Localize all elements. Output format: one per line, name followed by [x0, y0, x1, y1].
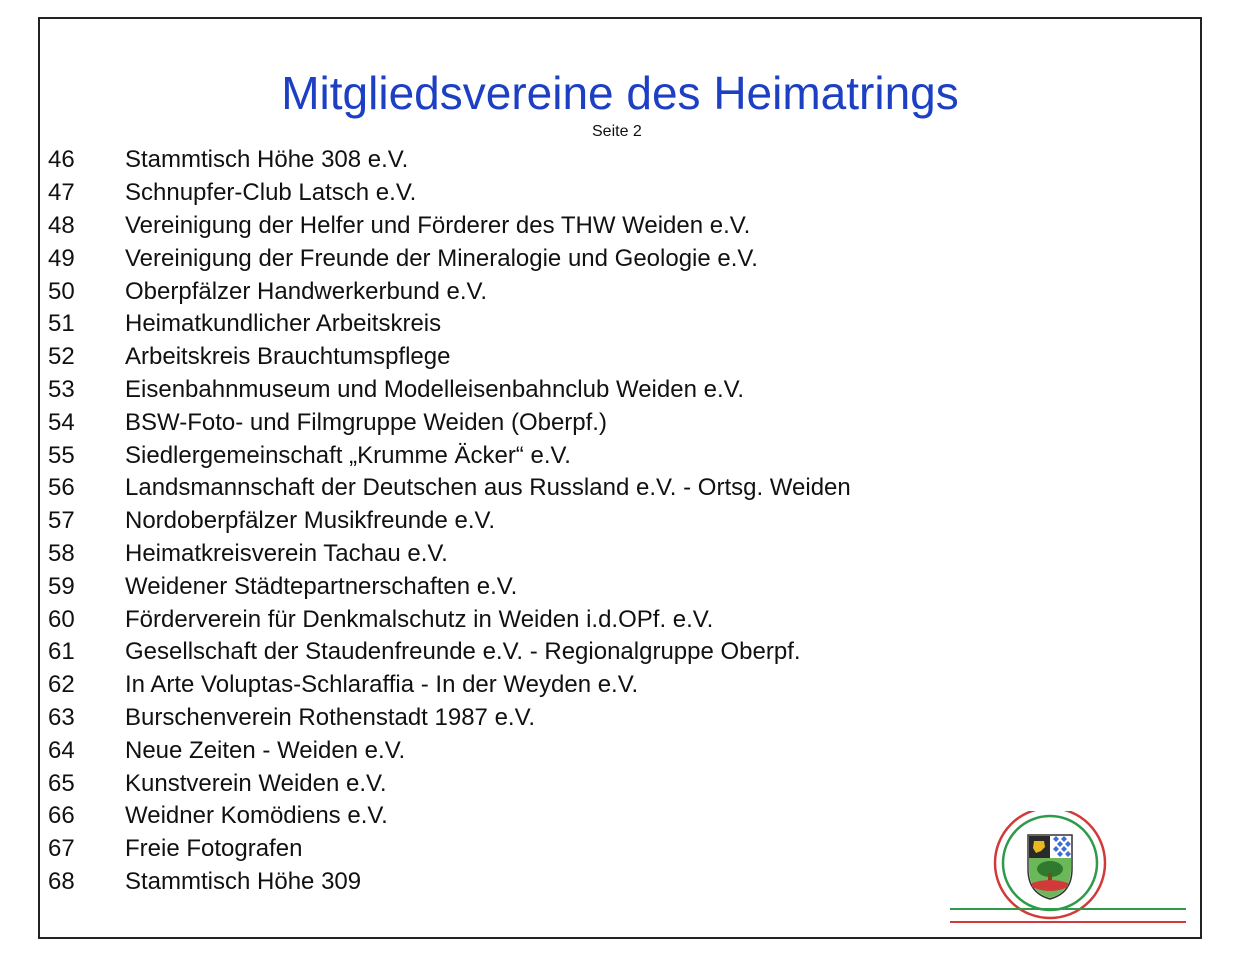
- member-number: 64: [48, 736, 75, 764]
- member-number: 62: [48, 671, 75, 699]
- member-number: 50: [48, 277, 75, 305]
- member-row: [48, 177, 851, 210]
- member-number: 58: [48, 539, 75, 567]
- member-row: [48, 734, 851, 767]
- member-row: [48, 341, 851, 374]
- member-number: 51: [48, 310, 75, 338]
- member-name: Förderverein für Denkmalschutz in Weiden i.d.OPf. e.V.: [125, 605, 714, 633]
- member-number: 47: [48, 179, 75, 207]
- member-row: [48, 800, 851, 833]
- member-row: [48, 505, 851, 538]
- member-number: 49: [48, 244, 75, 272]
- member-name: Stammtisch Höhe 308 e.V.: [125, 146, 409, 174]
- member-name: Nordoberpfälzer Musikfreunde e.V.: [125, 507, 495, 535]
- member-row: [48, 603, 851, 636]
- member-number: 60: [48, 605, 75, 633]
- member-name: Gesellschaft der Staudenfreunde e.V. - Regionalgruppe Oberpf.: [125, 638, 801, 666]
- member-row: [48, 833, 851, 866]
- member-name: Vereinigung der Helfer und Förderer des THW Weiden e.V.: [125, 211, 751, 239]
- member-number: 54: [48, 408, 75, 436]
- member-row: [48, 308, 851, 341]
- member-name: Siedlergemeinschaft „Krumme Äcker“ e.V.: [125, 441, 571, 469]
- member-number: 61: [48, 638, 75, 666]
- member-name: Schnupfer-Club Latsch e.V.: [125, 179, 417, 207]
- member-row: [48, 439, 851, 472]
- member-name: Oberpfälzer Handwerkerbund e.V.: [125, 277, 487, 305]
- member-name: Weidener Städtepartnerschaften e.V.: [125, 572, 518, 600]
- heimatring-crest-logo-icon: [946, 811, 1188, 931]
- member-row: [48, 406, 851, 439]
- member-number: 57: [48, 507, 75, 535]
- member-name: Eisenbahnmuseum und Modelleisenbahnclub Weiden e.V.: [125, 375, 745, 403]
- member-row: [48, 275, 851, 308]
- member-number: 59: [48, 572, 75, 600]
- member-name: Vereinigung der Freunde der Mineralogie und Geologie e.V.: [125, 244, 758, 272]
- member-number: 65: [48, 769, 75, 797]
- page-subtitle-text: Seite 2: [592, 123, 642, 140]
- member-row: [48, 472, 851, 505]
- member-number: 55: [48, 441, 75, 469]
- member-name: In Arte Voluptas-Schlaraffia - In der Weyden e.V.: [125, 671, 639, 699]
- member-name: Landsmannschaft der Deutschen aus Russland e.V. - Ortsg. Weiden: [125, 474, 851, 502]
- member-number: 53: [48, 375, 75, 403]
- member-number: 68: [48, 867, 75, 895]
- member-row: [48, 767, 851, 800]
- member-name: Freie Fotografen: [125, 835, 303, 863]
- member-number: 66: [48, 802, 75, 830]
- member-row: [48, 636, 851, 669]
- member-row: [48, 702, 851, 735]
- member-name: Heimatkreisverein Tachau e.V.: [125, 539, 448, 567]
- member-name: BSW-Foto- und Filmgruppe Weiden (Oberpf.): [125, 408, 607, 436]
- page-title: Mitgliedsvereine des Heimatrings: [281, 67, 959, 119]
- member-row: [48, 570, 851, 603]
- member-row: [48, 144, 851, 177]
- member-row: [48, 242, 851, 275]
- member-number: 46: [48, 146, 75, 174]
- member-name: Stammtisch Höhe 309: [125, 867, 362, 895]
- member-name: Kunstverein Weiden e.V.: [125, 769, 387, 797]
- member-row: [48, 866, 851, 899]
- member-number: 63: [48, 703, 75, 731]
- member-name: Heimatkundlicher Arbeitskreis: [125, 310, 442, 338]
- member-row: [48, 669, 851, 702]
- member-number: 67: [48, 835, 75, 863]
- member-list: [48, 144, 851, 898]
- member-number: 48: [48, 211, 75, 239]
- member-name: Neue Zeiten - Weiden e.V.: [125, 736, 406, 764]
- member-number: 52: [48, 343, 75, 371]
- shield-icon: [1028, 835, 1072, 899]
- member-name: Weidner Komödiens e.V.: [125, 802, 388, 830]
- member-name: Burschenverein Rothenstadt 1987 e.V.: [125, 703, 536, 731]
- member-name: Arbeitskreis Brauchtumspflege: [125, 343, 451, 371]
- member-row: [48, 210, 851, 243]
- member-number: 56: [48, 474, 75, 502]
- member-row: [48, 538, 851, 571]
- slide-frame: [38, 17, 1202, 939]
- member-row: [48, 374, 851, 407]
